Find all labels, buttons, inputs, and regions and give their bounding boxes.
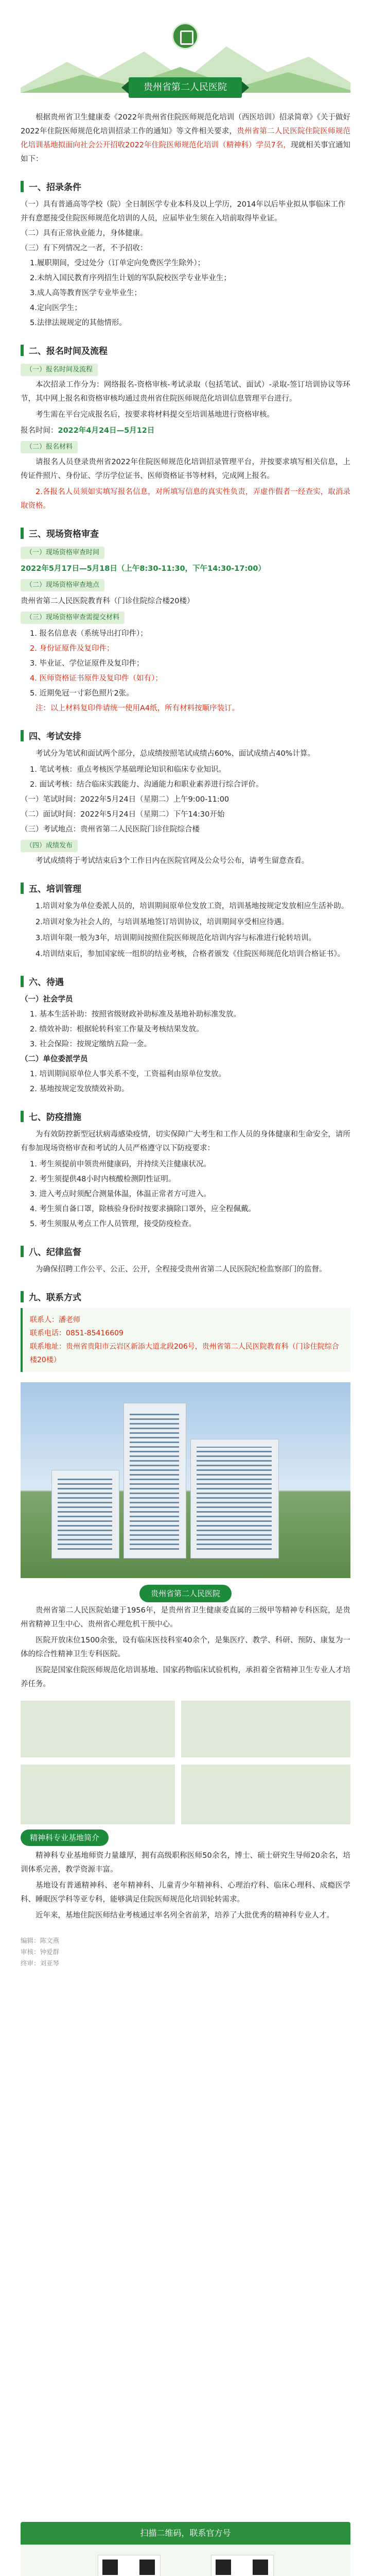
list-item: 2. 绩效补助：根据轮转科室工作量及考核结果发放。 bbox=[30, 1025, 204, 1033]
paragraph: 请报名人员登录贵州省2022年住院医师规范化培训招录管理平台，并按要求填写相关信息，上传证件照片、身份证、学历学位证书、医师资格证书等材料，完成网上报名。 bbox=[21, 458, 350, 480]
building-windows bbox=[58, 1478, 112, 1550]
section-title: 五、培训管理 bbox=[29, 884, 81, 894]
section-bar bbox=[21, 181, 24, 192]
list-item: 2.未纳入国民教育序列招生计划的军队院校医学专业毕业生； bbox=[30, 274, 231, 282]
list-item: 2. 考生须提供48小时内核酸检测阴性证明。 bbox=[30, 1175, 176, 1183]
section-bar bbox=[21, 976, 24, 987]
registration-period: 2022年4月24日—5月12日 bbox=[58, 427, 155, 435]
list-item: 4. 考生须自备口罩，除核验身份时按要求摘除口罩外，应全程佩戴。 bbox=[30, 1205, 256, 1213]
sub-heading-tag: （二）现场资格审查地点 bbox=[21, 579, 104, 591]
list-item: 4. 医师资格证书原件及复印件（如有）； bbox=[30, 674, 163, 683]
section-heading bbox=[21, 527, 350, 539]
list-item: （二）面试时间：2022年5月24日（星期二）下午14:30开始 bbox=[21, 810, 225, 819]
intro-paragraph bbox=[21, 111, 350, 166]
section-title: 一、招录条件 bbox=[29, 182, 81, 193]
paragraph: 为有效防控新型冠状病毒感染疫情，切实保障广大考生和工作人员的身体健康和生命安全，请所有参加现场资格审查和考试的人员严格遵守以下防疫要求： bbox=[21, 1130, 350, 1153]
review-time: 2022年5月17日—5月18日（上午8:30-11:30，下午14:30-17:00） bbox=[21, 565, 266, 573]
list-item: 2. 身份证原件及复印件； bbox=[30, 645, 114, 653]
list-item: 1. 笔试考核：重点考核医学基础理论知识和临床专业知识。 bbox=[30, 766, 226, 774]
qr-body bbox=[21, 2545, 350, 2576]
section-title: 六、待遇 bbox=[29, 977, 64, 988]
sub-heading-tag: （四）成绩发布 bbox=[21, 840, 78, 852]
sub-heading-tag: （一）现场资格审查时间 bbox=[21, 547, 104, 559]
section-bar bbox=[21, 528, 24, 539]
section-heading bbox=[21, 1290, 350, 1303]
qr-finder bbox=[216, 2560, 231, 2575]
paragraph: 考试分为笔试和面试两个部分，总成绩按照笔试成绩占60%、面试成绩占40%计算。 bbox=[36, 750, 315, 758]
list-item: （一）具有普通高等学校（院）全日制医学专业本科及以上学历，2014年以后毕业拟从事临床工作并有意愿接受住院医师规范化培训的人员，应届毕业生须在入培前取得毕业证。 bbox=[21, 200, 346, 223]
final-reviewer: 终审：刘亚琴 bbox=[21, 1959, 60, 1967]
hospital-intro-paragraph: 贵州省第二人民医院始建于1956年，是贵州省卫生健康委直属的三级甲等精神专科医院，是贵州省精神卫生中心、贵州省心理危机干预中心。 bbox=[21, 1606, 350, 1629]
list-item: 1. 报名信息表（系统导出打印件）； bbox=[30, 630, 148, 638]
note: 注：以上材料复印件请统一使用A4纸，所有材料按顺序装订。 bbox=[36, 704, 240, 713]
base-intro-paragraph: 基地设有普通精神科、老年精神科、儿童青少年精神科、心理治疗科、临床心理科、成瘾医学科、睡眠医学科等亚专科，能够满足住院医师规范化培训轮转需求。 bbox=[21, 1882, 350, 1904]
hospital-caption bbox=[21, 1583, 350, 1604]
paragraph: 本次招录工作分为：网络报名-资格审核-考试录取（包括笔试、面试）-录取-签订培训协议等环节，其中网上报名和资格审核均通过贵州省住院医师规范化培训信息管理平台进行。 bbox=[21, 381, 350, 403]
paragraph: 为确保招聘工作公平、公正、公开，全程接受贵州省第二人民医院纪检监察部门的监督。 bbox=[36, 1265, 327, 1274]
hospital-photo bbox=[21, 1382, 350, 1578]
period-label: 报名时间： bbox=[21, 427, 58, 435]
reviewer: 审核：钟爱群 bbox=[21, 1948, 60, 1956]
list-item: （二）具有正常执业能力，身体健康。 bbox=[21, 229, 148, 238]
paragraph: 考生需在平台完成报名后，按要求将材料提交至培训基地进行资格审核。 bbox=[36, 411, 274, 419]
list-item: 2. 基地按规定发放绩效补助。 bbox=[30, 1085, 129, 1093]
list-item: 1.履职期间，受过处分（订单定向免费医学生除外）； bbox=[30, 259, 205, 267]
section-title: 八、纪律监督 bbox=[29, 1247, 81, 1258]
road bbox=[21, 1757, 350, 1765]
qr-finder bbox=[139, 2560, 155, 2575]
hospital-intro-paragraph: 医院是国家住院医师规范化培训基地、国家药物临床试验机构，承担着全省精神卫生专业人才培养任务。 bbox=[21, 1666, 350, 1688]
road bbox=[175, 1701, 181, 1824]
douyin-qr-code[interactable] bbox=[211, 2555, 274, 2576]
qr-section bbox=[21, 2522, 350, 2576]
contact-phone[interactable]: 联系电话：0851-85416609 bbox=[30, 1329, 123, 1337]
intro-text-highlight: 贵州省第二人民医院住院医师规范化培训基地拟面向社会公开招收2022年住院医师规范化培训（精神科）学员7名， bbox=[21, 127, 350, 149]
section-title: 二、报名时间及流程 bbox=[29, 346, 108, 357]
list-item: 5.法律法规规定的其他情形。 bbox=[30, 319, 127, 327]
section-heading bbox=[21, 1245, 350, 1258]
section-heading bbox=[21, 882, 350, 894]
section-heading bbox=[21, 729, 350, 742]
paragraph: 1.培训对象为单位委派人员的，培训期间原单位发放工资，培训基地按规定发放相应生活补助。 bbox=[36, 902, 349, 910]
review-place: 贵州省第二人民医院教育科（门诊住院综合楼20楼） bbox=[21, 597, 195, 605]
editor: 编辑：陈文燕 bbox=[21, 1937, 60, 1944]
building-windows bbox=[130, 1411, 179, 1550]
section-heading bbox=[21, 1110, 350, 1123]
section-bar bbox=[21, 883, 24, 894]
base-caption-pill: 精神科专业基地简介 bbox=[21, 1829, 109, 1846]
list-item: 2. 面试考核：结合临床实践能力、沟通能力和职业素养进行综合评价。 bbox=[30, 781, 263, 789]
section-bar bbox=[21, 1246, 24, 1257]
list-item: （一）笔试时间：2022年5月24日（星期二）上午9:00-11:00 bbox=[21, 795, 229, 804]
list-item: 3. 社会保险：按规定缴纳五险一金。 bbox=[30, 1040, 151, 1048]
hospital-logo-icon bbox=[172, 23, 199, 49]
building-windows bbox=[197, 1447, 272, 1550]
contact-person: 联系人：潘老师 bbox=[30, 1316, 80, 1324]
qr-finder bbox=[253, 2560, 268, 2575]
contact-address: 联系地址：贵州省贵阳市云岩区新添大道北段206号，贵州省第二人民医院教育科（门诊住院综合楼20楼） bbox=[30, 1343, 339, 1364]
base-caption bbox=[21, 1829, 350, 1846]
qr-banner: 扫描二维码，联系官方号 bbox=[21, 2522, 350, 2545]
intro-text-3: 现就相关事宜通知如下： bbox=[21, 141, 350, 163]
hospital-caption-pill: 贵州省第二人民医院 bbox=[139, 1585, 232, 1602]
qr-finder bbox=[102, 2560, 118, 2575]
list-item: （三）考试地点：贵州省第二人民医院门诊住院综合楼 bbox=[21, 825, 200, 834]
base-intro-paragraph: 精神科专业基地师资力量雄厚，拥有高级职称医师50余名，博士、硕士研究生导师20余名，培训体系完善，教学资源丰富。 bbox=[21, 1852, 350, 1874]
list-item: （一）社会学员 bbox=[21, 995, 73, 1004]
list-item: 1. 培训期间原单位人事关系不变，工资福利由原单位发放。 bbox=[30, 1070, 226, 1078]
hospital-ribbon: 贵州省第二人民医院 bbox=[129, 77, 242, 98]
section-bar bbox=[21, 1291, 24, 1302]
intro-text-1: 根据贵州省卫生健康委《2022年贵州省住院医师规范化培训（西医培训）招录简章》《关于做好2022年住院医师规范化培训招录工作的通知》等文件相关要求， bbox=[21, 113, 350, 135]
hospital-intro-paragraph: 医院开放床位1500余张，设有临床医技科室40余个，是集医疗、教学、科研、预防、康复为一体的综合性精神卫生专科医院。 bbox=[21, 1636, 350, 1658]
paragraph: 考试成绩将于考试结束后3个工作日内在医院官网及公众号公布，请考生留意查看。 bbox=[36, 857, 309, 865]
section-bar bbox=[21, 730, 24, 741]
section-title: 九、联系方式 bbox=[29, 1293, 81, 1303]
wechat-qr-code[interactable] bbox=[98, 2555, 161, 2576]
section-bar bbox=[21, 1111, 24, 1122]
section-title: 四、考试安排 bbox=[29, 732, 81, 742]
article-content bbox=[21, 0, 350, 1969]
section-heading bbox=[21, 344, 350, 357]
section-title: 七、防疫措施 bbox=[29, 1112, 81, 1123]
sub-heading-tag: （二）报名材料 bbox=[21, 441, 78, 453]
article-header bbox=[21, 15, 350, 111]
section-heading bbox=[21, 180, 350, 193]
list-item: 3. 毕业证、学位证原件及复印件； bbox=[30, 659, 144, 668]
list-item: 1. 基本生活补助：按照省级财政补助标准及基地补助标准发放。 bbox=[30, 1010, 241, 1019]
paragraph: 2.培训对象为社会人的，与培训基地签订培训协议，培训期间享受相应待遇。 bbox=[36, 918, 289, 926]
list-item: 3.成人高等教育医学专业毕业生； bbox=[30, 289, 142, 297]
base-intro-paragraph: 近年来，基地住院医师结业考核通过率名列全省前茅，培养了大批优秀的精神科专业人才。 bbox=[36, 1911, 334, 1920]
list-item: 3. 进入考点时须配合测量体温，体温正常者方可进入。 bbox=[30, 1190, 211, 1198]
list-item: （二）单位委派学员 bbox=[21, 1055, 88, 1063]
sub-heading-tag: （三）现场资格审查需提交材料 bbox=[21, 612, 125, 624]
sub-heading-tag: （一）报名时间及流程 bbox=[21, 364, 98, 376]
list-item: 1. 考生须提前申领贵州健康码，并持续关注健康状况。 bbox=[30, 1160, 211, 1168]
editor-credits bbox=[21, 1935, 350, 1969]
list-item: 5. 近期免冠一寸彩色照片2张。 bbox=[30, 689, 134, 698]
paragraph: 3.培训年限一般为3年，培训期间按照住院医师规范化培训内容与标准进行轮转培训。 bbox=[36, 934, 316, 942]
section-title: 三、现场资格审查 bbox=[29, 529, 99, 539]
list-item: 5. 考生须服从考点工作人员管理，接受防疫检查。 bbox=[30, 1220, 196, 1228]
section-bar bbox=[21, 345, 24, 356]
list-item: （三）有下列情况之一者，不予招收： bbox=[21, 244, 148, 252]
contact-box bbox=[21, 1308, 350, 1372]
list-item: 4.定向医学生； bbox=[30, 304, 82, 312]
section-heading bbox=[21, 975, 350, 988]
paragraph: 4.培训结束后，参加国家统一组织的结业考核，合格者颁发《住院医师规范化培训合格证书》。 bbox=[36, 950, 345, 958]
campus-photo bbox=[21, 1701, 350, 1824]
paragraph-warning: 2.各报名人员须如实填写报名信息，对所填写信息的真实性负责，弄虚作假者一经查实，取消录取资格。 bbox=[21, 488, 350, 510]
